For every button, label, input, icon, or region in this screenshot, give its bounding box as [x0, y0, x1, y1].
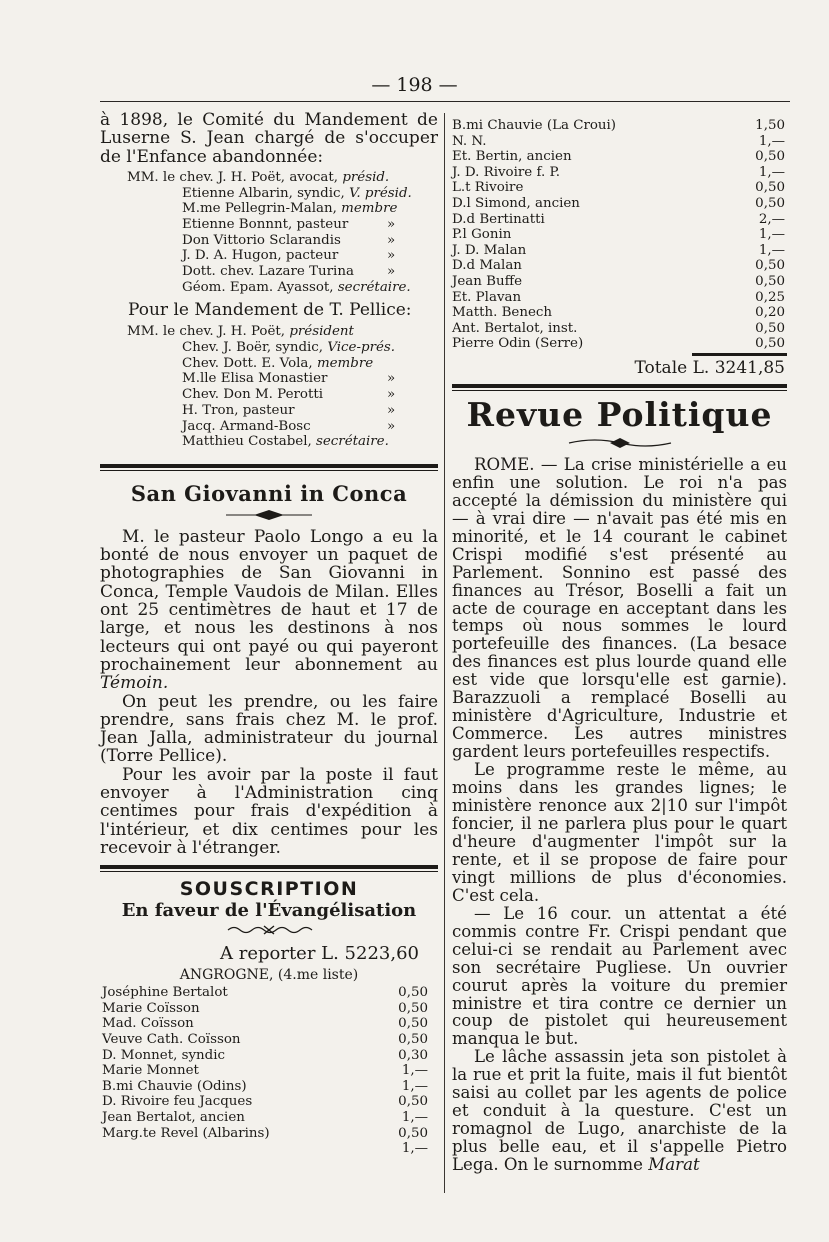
- committee-member: [100, 356, 438, 372]
- ditto-mark: »: [387, 232, 396, 248]
- member-name: M.me Pellegrin-Malan,: [182, 201, 342, 217]
- member-name: Matthieu Costabel,: [182, 434, 317, 450]
- donor-row: [102, 1141, 428, 1157]
- donor-amount: 0,50: [398, 1094, 428, 1110]
- donor-row: [452, 274, 785, 290]
- donor-amount: 0,50: [755, 258, 785, 274]
- donor-name: Joséphine Bertalot: [102, 985, 228, 1001]
- donor-row: [102, 1126, 428, 1142]
- donor-row: [102, 1001, 428, 1017]
- rome-paragraph-2: Le programme reste le même, au moins dans les grandes lignes; le ministère renonce aux 2|10 sur l'impôt foncier, il ne parlera plus pour le quart d'heure d'augmenter l'impôt sur la rente, et il se propose de faire pour vingt millions de plus d'économies. C'est cela.: [452, 760, 787, 905]
- donor-list-left: [102, 985, 428, 1157]
- donor-amount: 0,50: [755, 320, 785, 336]
- ornament-divider-icon-2: [565, 436, 675, 450]
- donor-amount: 0,50: [755, 273, 785, 289]
- donor-amount: 0,50: [755, 336, 785, 352]
- ornament-divider-icon: [224, 508, 314, 522]
- member-role: V. présid.: [349, 185, 412, 201]
- donor-name: Pierre Odin (Serre): [452, 336, 584, 352]
- donor-row: [102, 1079, 428, 1095]
- member-role: membre: [341, 201, 398, 217]
- right-column: [452, 118, 787, 1174]
- souscription-subheading: En faveur de l'Évangélisation: [121, 900, 417, 922]
- totale-amount: Totale L. 3241,85: [634, 357, 785, 378]
- revue-heading: Revue Politique: [466, 394, 773, 434]
- donor-name: Marg.te Revel (Albarins): [102, 1125, 270, 1141]
- donor-row: [102, 1032, 428, 1048]
- donor-amount: 1,—: [401, 1141, 428, 1157]
- donor-name: J. D. Malan: [452, 242, 527, 258]
- member-name: Jacq. Armand-Bosc: [182, 418, 311, 434]
- donor-amount: 1,50: [755, 118, 785, 133]
- donor-amount: 1,—: [758, 133, 785, 149]
- donor-name: N. N.: [452, 133, 487, 149]
- committee-member: [100, 419, 438, 435]
- committee-member: [100, 201, 438, 217]
- donor-amount: 1,—: [758, 242, 785, 258]
- member-name: H. Tron, pasteur: [182, 402, 295, 418]
- donor-name: B.mi Chauvie (Odins): [102, 1078, 247, 1094]
- committee-member: [100, 340, 438, 356]
- donor-amount: 0,50: [398, 1125, 428, 1141]
- member-name: Dott. chev. Lazare Turina: [182, 264, 354, 280]
- sgc-paragraph-3: Pour les avoir par la poste il faut envoyer à l'Administration cinq centimes pour frais d'expédition à l'intérieur, et dix centimes pour les recevoir à l'étranger.: [100, 764, 438, 858]
- committee-member: [100, 434, 438, 450]
- sgc-paragraph-1-text: M. le pasteur Paolo Longo a eu la bonté de nous envoyer un paquet de photographies de San Giovanni in Conca, Temple Vaudois de Milan. Elles ont 25 centimètres de haut et 17 de large, et nous les destinons à nos lecteurs qui ont payé ou qui payeront prochainement leur abonnement au: [100, 526, 438, 675]
- member-role: membre: [316, 355, 374, 371]
- donor-name: D.d Malan: [452, 258, 522, 274]
- member-role: président: [289, 324, 354, 340]
- committee-member: [100, 324, 438, 340]
- donor-row: [452, 149, 785, 165]
- donor-row: [452, 227, 785, 243]
- donor-name: D.l Simond, ancien: [452, 195, 580, 211]
- donor-name: D. Rivoire feu Jacques: [102, 1094, 253, 1110]
- committee-member: [100, 371, 438, 387]
- donor-row: [452, 212, 785, 228]
- sgc-heading: San Giovanni in Conca: [130, 480, 408, 506]
- section-rule-thick-2: [100, 865, 438, 869]
- intro-paragraph: à 1898, le Comité du Mandement de Luserne S. Jean chargé de s'occuper de l'Enfance abandonnée:: [100, 110, 438, 167]
- donor-row: [102, 1094, 428, 1110]
- donor-row: [452, 258, 785, 274]
- member-name: Don Vittorio Sclarandis: [182, 232, 341, 248]
- committee-member: [100, 217, 438, 233]
- donor-name: D.d Bertinatti: [452, 211, 545, 227]
- donor-amount: 2,—: [758, 211, 785, 227]
- section-rule-thick: [100, 464, 438, 468]
- member-name: Etienne Albarin, syndic,: [182, 185, 350, 201]
- member-name: MM. le chev. J. H. Poët, avocat,: [127, 169, 343, 185]
- committee-member: [100, 248, 438, 264]
- committee-luserne-list: [100, 170, 438, 296]
- ditto-mark: »: [387, 418, 396, 434]
- member-role: secrétaire.: [316, 434, 389, 450]
- committee-member: [100, 280, 438, 296]
- donor-amount: 0,20: [755, 305, 785, 321]
- committee-member: [100, 233, 438, 249]
- reporter-amount: A reporter L. 5223,60: [220, 943, 419, 965]
- donor-row: [452, 180, 785, 196]
- angrogne-heading: ANGROGNE, (4.me liste): [179, 967, 359, 984]
- donor-name: Matth. Benech: [452, 305, 553, 321]
- donor-amount: 0,50: [755, 180, 785, 196]
- committee-member: [100, 264, 438, 280]
- temoin-italic: Témoin.: [100, 673, 169, 694]
- donor-amount: 0,50: [398, 985, 428, 1001]
- donor-amount: 1,—: [401, 1063, 428, 1079]
- donor-row: [452, 290, 785, 306]
- donor-amount: 0,50: [755, 195, 785, 211]
- donor-name: Marie Coïsson: [102, 1000, 200, 1016]
- donor-name: Et. Plavan: [452, 289, 522, 305]
- donor-name: D. Monnet, syndic: [102, 1047, 226, 1063]
- ditto-mark: »: [387, 248, 396, 264]
- committee-member: [100, 186, 438, 202]
- donor-row: [452, 321, 785, 337]
- donor-name: Jean Buffe: [452, 273, 523, 289]
- committee-member: [100, 170, 438, 186]
- donor-name: J. D. Rivoire f. P.: [452, 164, 561, 180]
- member-name: Chev. Don M. Perotti: [182, 387, 324, 403]
- ditto-mark: »: [387, 402, 396, 418]
- section-rule-thin: [100, 470, 438, 471]
- donor-row: [102, 1048, 428, 1064]
- donor-name: Veuve Cath. Coïsson: [102, 1032, 241, 1048]
- donor-row: [452, 336, 785, 352]
- member-name: Chev. J. Boër, syndic,: [182, 340, 328, 356]
- donor-amount: 0,30: [398, 1047, 428, 1063]
- donor-name: Et. Bertin, ancien: [452, 149, 572, 165]
- donor-amount: 0,50: [398, 1000, 428, 1016]
- ditto-mark: »: [387, 387, 396, 403]
- rome-paragraph-4: [452, 1048, 787, 1174]
- donor-amount: 0,50: [398, 1032, 428, 1048]
- mandement-pellice-heading: Pour le Mandement de T. Pellice:: [128, 300, 412, 321]
- column-divider: [444, 113, 445, 1193]
- member-name: J. D. A. Hugon, pacteur: [182, 248, 339, 264]
- page-number: — 198 —: [371, 74, 458, 96]
- donor-name: L.t Rivoire: [452, 180, 524, 196]
- donor-row: [102, 1016, 428, 1032]
- revue-rule-thick: [452, 384, 787, 388]
- member-name: Géom. Epam. Ayassot,: [182, 279, 338, 295]
- rome-paragraph-1: ROME. — La crise ministérielle a eu enfin une solution. Le roi n'a pas accepté la démission du ministère qui — à vrai dire — n'avait pas été mis en minorité, et le 14 courant le cabinet Crispi modifié s'est présenté au Parlement. Sonnino est passé des finances au Trésor, Boselli a fait un acte de courage en acceptant dans les temps où nous sommes le lourd portefeuille des finances. (La besace des finances est plus lourde quand elle est vide que lorsqu'elle est garnie). Barazzuoli a remplacé Boselli au ministère d'Agriculture, Industrie et Commerce. Les autres ministres gardent leurs portefeuilles respectifs.: [452, 454, 787, 762]
- donor-row: [102, 985, 428, 1001]
- donor-list-right: [452, 118, 785, 352]
- donor-name: Jean Bertalot, ancien: [102, 1109, 245, 1125]
- member-name: Etienne Bonnnt, pasteur: [182, 216, 349, 232]
- ditto-mark: »: [387, 371, 396, 387]
- donor-row: [452, 196, 785, 212]
- top-rule: [100, 101, 790, 102]
- donor-row: [102, 1110, 428, 1126]
- revue-rule-thin: [452, 390, 787, 391]
- total-rule: [692, 353, 787, 356]
- left-column: [100, 111, 438, 1157]
- rome-paragraph-4-text: Le lâche assassin jeta son pistolet à la rue et prit la fuite, mais il fut bientôt saisi au collet par les agents de police et conduit à la questure. C'est un romagnol de Lugo, anarchiste de la plus belle eau, et il s'appelle Pietro Lega. On le surnomme: [452, 1047, 787, 1175]
- donor-row: [452, 165, 785, 181]
- donor-amount: 0,50: [755, 149, 785, 165]
- donor-amount: 0,50: [398, 1016, 428, 1032]
- member-role: Vice-prés.: [327, 340, 396, 356]
- donor-name: Ant. Bertalot, inst.: [452, 320, 578, 336]
- donor-amount: 0,25: [755, 289, 785, 305]
- souscription-heading: SOUSCRIPTION: [179, 878, 359, 901]
- donor-amount: 1,—: [401, 1109, 428, 1125]
- donor-row: [452, 305, 785, 321]
- ditto-mark: »: [387, 264, 396, 280]
- donor-amount: 1,—: [758, 227, 785, 243]
- member-name: M.lle Elisa Monastier: [182, 371, 328, 387]
- committee-member: [100, 387, 438, 403]
- donor-name: B.mi Chauvie (La Croui): [452, 118, 617, 133]
- rome-paragraph-3: — Le 16 cour. un attentat a été commis contre Fr. Crispi pendant que celui-ci se rendait au Parlement avec son secrétaire Pugliese. Un ouvrier courut après la voiture du premier ministre et tira contre ce dernier un coup de pistolet qui heureusement manqua le but.: [452, 903, 787, 1049]
- marat-italic: Marat: [648, 1155, 700, 1175]
- donor-row: [452, 118, 785, 134]
- member-role: présid.: [342, 169, 390, 185]
- donor-name: Mad. Coïsson: [102, 1016, 194, 1032]
- donor-row: [452, 134, 785, 150]
- member-role: secrétaire.: [337, 279, 411, 295]
- section-rule-thin-2: [100, 871, 438, 872]
- sgc-paragraph-1: [100, 528, 438, 693]
- donor-row: [452, 243, 785, 259]
- member-name: Chev. Dott. E. Vola,: [182, 355, 317, 371]
- sgc-paragraph-2: On peut les prendre, ou les faire prendre, sans frais chez M. le prof. Jean Jalla, administrateur du journal (Torre Pellice).: [100, 691, 438, 767]
- donor-amount: 1,—: [758, 164, 785, 180]
- committee-member: [100, 403, 438, 419]
- ditto-mark: »: [387, 216, 396, 232]
- donor-name: P.l Gonin: [452, 227, 512, 243]
- donor-amount: 1,—: [401, 1078, 428, 1094]
- wave-ornament-icon: [224, 923, 314, 937]
- donor-name: Marie Monnet: [102, 1063, 199, 1079]
- committee-pellice-list: [100, 324, 438, 450]
- member-name: MM. le chev. J. H. Poët,: [127, 324, 290, 340]
- donor-row: [102, 1063, 428, 1079]
